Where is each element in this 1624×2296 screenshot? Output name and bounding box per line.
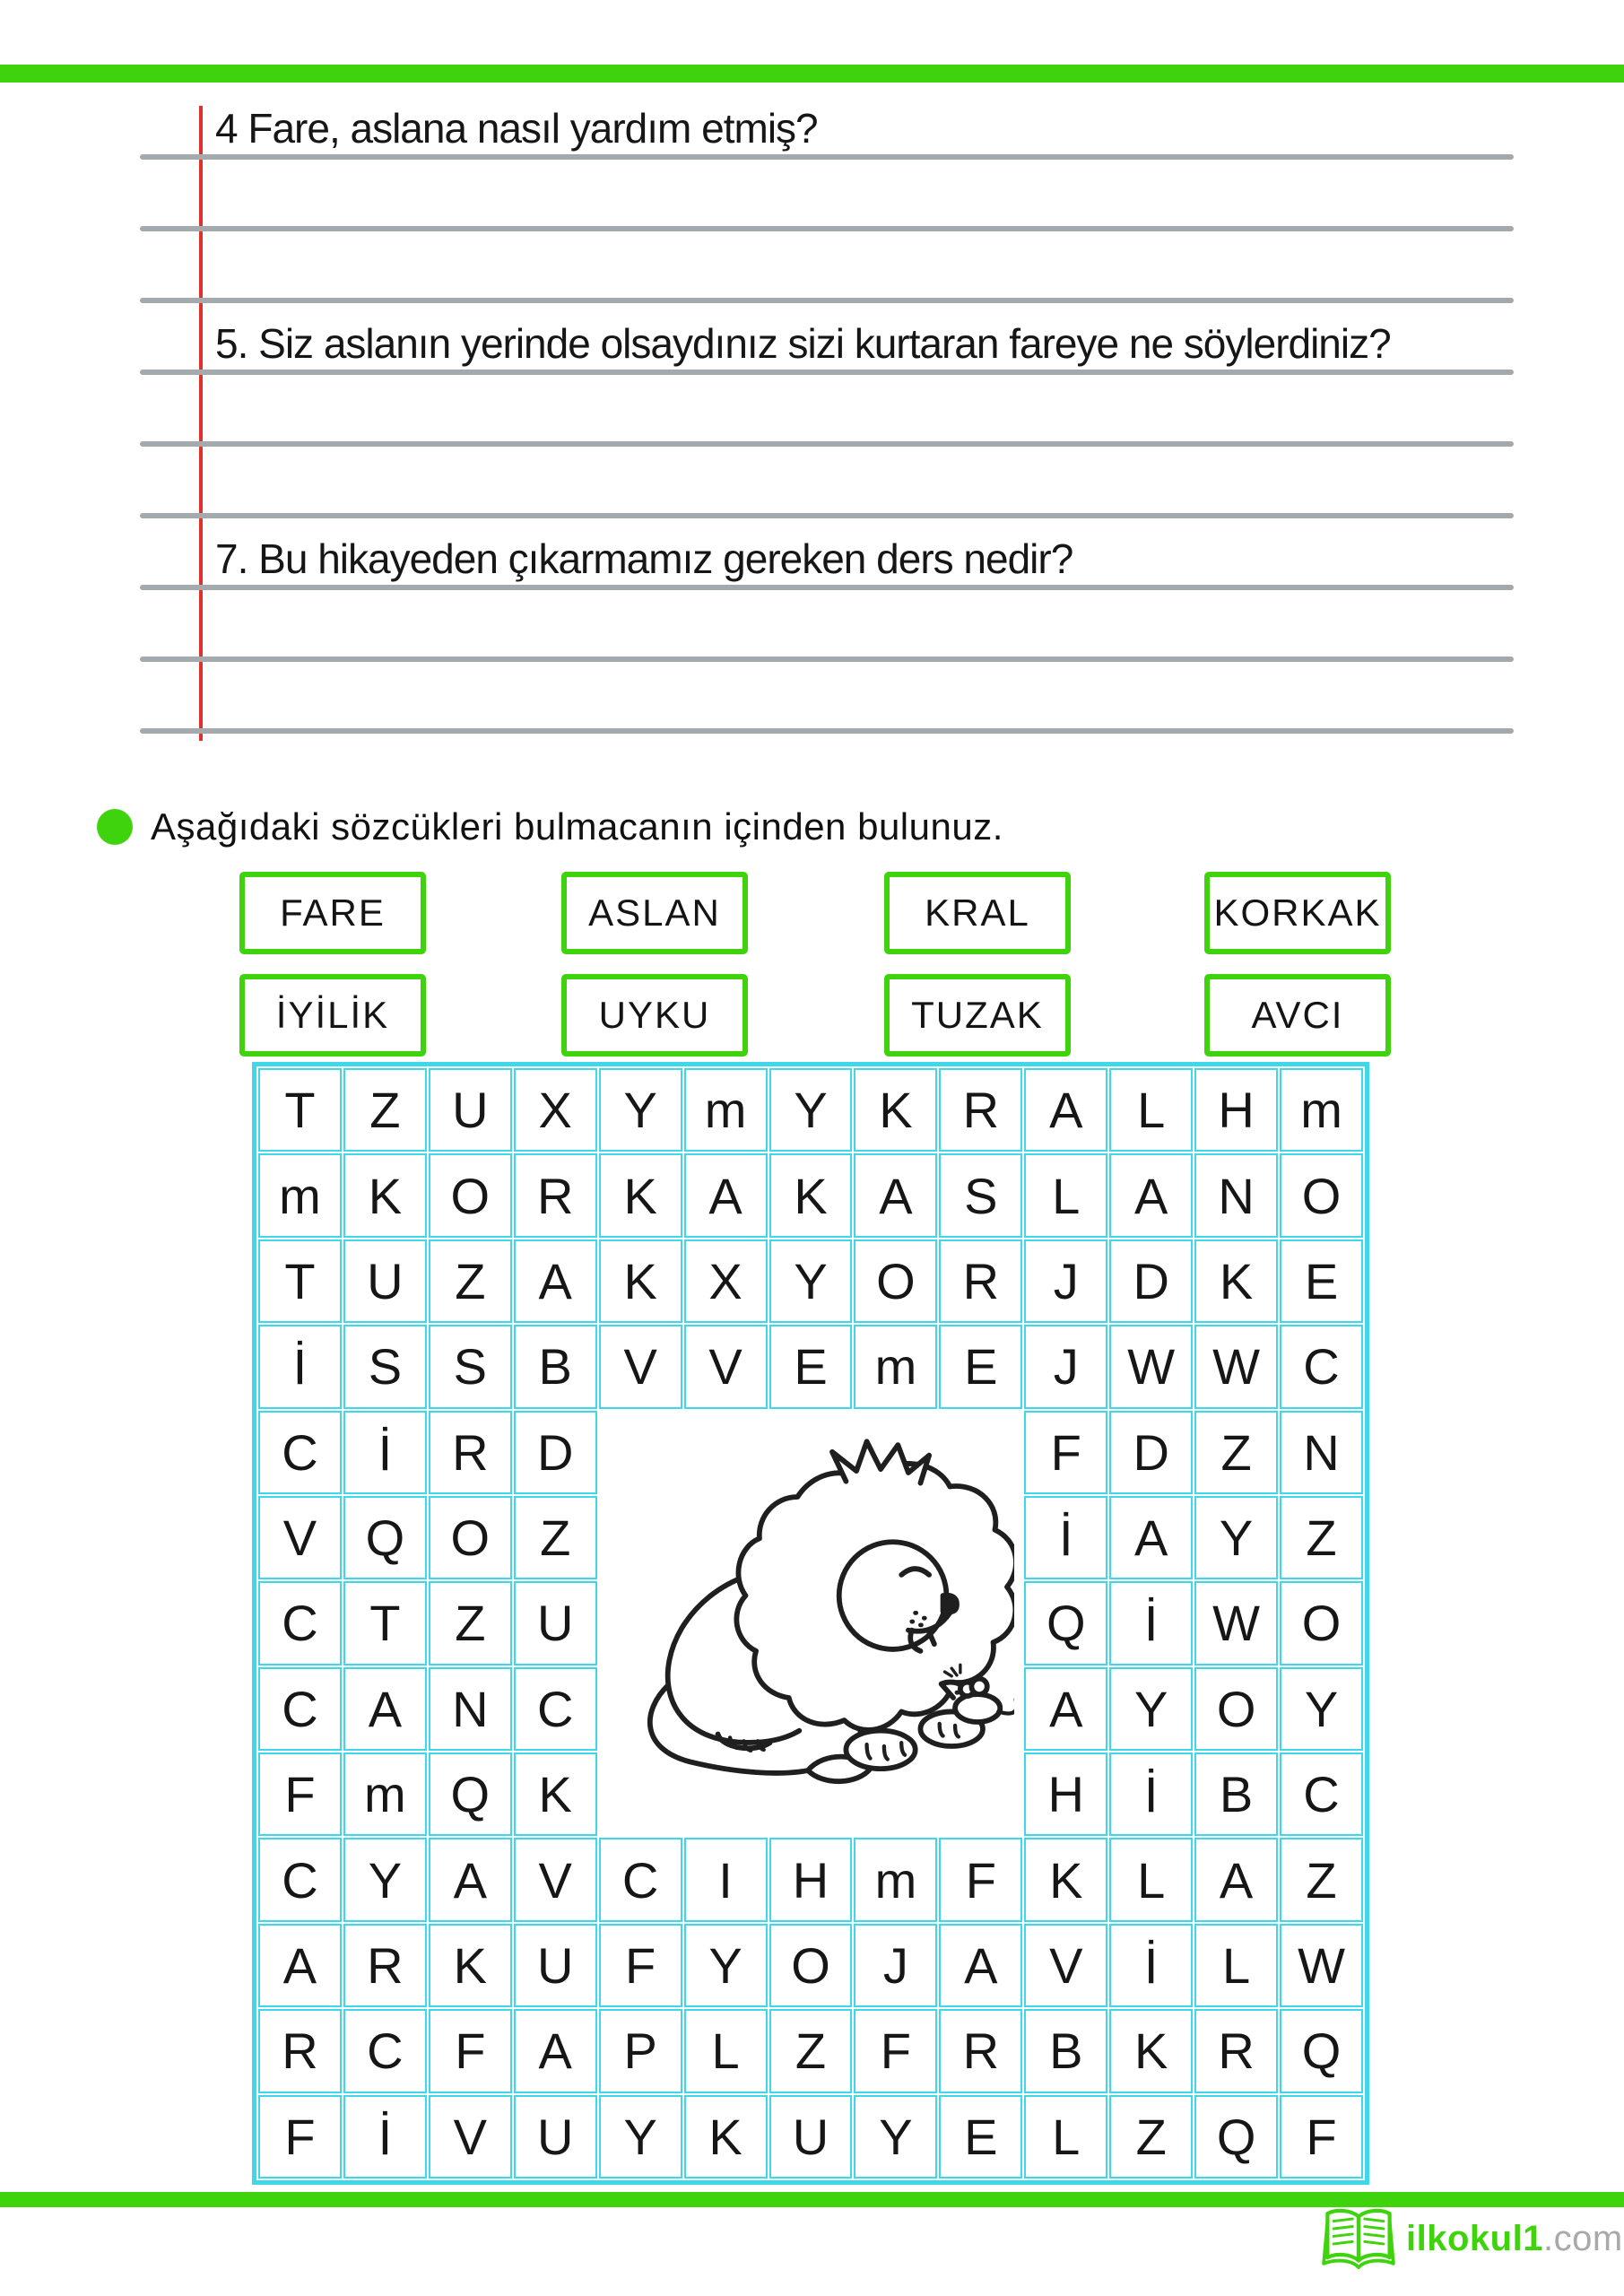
grid-cell: J (854, 1924, 937, 2007)
grid-cell: A (514, 1239, 597, 1323)
grid-cell: K (514, 1752, 597, 1836)
grid-cell: C (258, 1411, 342, 1494)
ruled-line (140, 441, 1514, 447)
grid-cell: F (429, 2009, 512, 2092)
grid-cell: Y (1194, 1496, 1278, 1579)
question-text: 7. Bu hikayeden çıkarmamız gereken ders nedir? (215, 535, 1073, 582)
grid-cell: T (258, 1239, 342, 1323)
grid-cell: K (1109, 2009, 1193, 2092)
grid-cell: Z (1280, 1496, 1363, 1579)
grid-cell: U (514, 1924, 597, 2007)
grid-cell: K (854, 1068, 937, 1152)
grid-cell: K (343, 1153, 427, 1237)
word-box-label: İYİLİK (275, 994, 390, 1036)
grid-cell: O (1194, 1667, 1278, 1751)
grid-cell: Y (599, 1068, 682, 1152)
grid-cell: m (343, 1752, 427, 1836)
grid-cell: A (939, 1924, 1022, 2007)
grid-cell: S (939, 1153, 1022, 1237)
ruled-line (140, 226, 1514, 231)
grid-cell: Q (429, 1752, 512, 1836)
grid-cell: Z (1194, 1411, 1278, 1494)
grid-cell: H (1194, 1068, 1278, 1152)
grid-cell: İ (343, 2095, 427, 2179)
grid-cell: R (258, 2009, 342, 2092)
grid-cell: U (514, 1581, 597, 1665)
ruled-line (140, 370, 1514, 375)
grid-cell: A (258, 1924, 342, 2007)
grid-cell: R (429, 1411, 512, 1494)
grid-cell: İ (1024, 1496, 1107, 1579)
grid-cell: S (343, 1325, 427, 1408)
grid-cell: L (684, 2009, 768, 2092)
instruction-text: Aşağıdaki sözcükleri bulmacanın içinden bulunuz. (151, 805, 1003, 848)
grid-cell: C (599, 1838, 682, 1921)
grid-cell: C (1280, 1325, 1363, 1408)
grid-cell: R (939, 1068, 1022, 1152)
grid-cell: C (343, 2009, 427, 2092)
grid-cell: V (684, 1325, 768, 1408)
grid-cell: T (258, 1068, 342, 1152)
grid-cell: K (1194, 1239, 1278, 1323)
grid-cell: N (1280, 1411, 1363, 1494)
grid-cell: R (939, 1239, 1022, 1323)
grid-cell: K (1024, 1838, 1107, 1921)
word-box-kral (884, 872, 1071, 954)
grid-cell: Z (429, 1581, 512, 1665)
grid-cell: m (258, 1153, 342, 1237)
grid-cell: Y (599, 2095, 682, 2179)
grid-cell: W (1280, 1924, 1363, 2007)
grid-cell: A (343, 1667, 427, 1751)
grid-cell: L (1024, 1153, 1107, 1237)
grid-cell: U (769, 2095, 853, 2179)
grid-cell: V (599, 1325, 682, 1408)
grid-cell: Z (429, 1239, 512, 1323)
grid-cell: K (599, 1239, 682, 1323)
grid-cell: N (429, 1667, 512, 1751)
grid-cell: m (684, 1068, 768, 1152)
grid-cell: D (514, 1411, 597, 1494)
word-box-label: AVCI (1251, 994, 1344, 1036)
grid-cell: D (1109, 1411, 1193, 1494)
grid-cell: O (769, 1924, 853, 2007)
grid-cell: Y (343, 1838, 427, 1921)
grid-cell: W (1194, 1325, 1278, 1408)
brand-logo (1320, 2205, 1623, 2273)
grid-cell: W (1194, 1581, 1278, 1665)
grid-cell: İ (1109, 1752, 1193, 1836)
ruled-lines-area (140, 105, 1514, 780)
grid-cell: P (599, 2009, 682, 2092)
word-box-iyilik (239, 974, 426, 1057)
grid-cell: F (939, 1838, 1022, 1921)
grid-image-block (599, 1411, 1023, 1837)
grid-cell: J (1024, 1239, 1107, 1323)
grid-cell: İ (1109, 1924, 1193, 2007)
word-box-fare (239, 872, 426, 954)
ruled-line (140, 154, 1514, 160)
grid-cell: B (1024, 2009, 1107, 2092)
word-box-korkak (1204, 872, 1391, 954)
word-search-grid (252, 1062, 1369, 2185)
grid-cell: V (258, 1496, 342, 1579)
grid-cell: X (514, 1068, 597, 1152)
grid-cell: A (684, 1153, 768, 1237)
grid-cell: Z (1280, 1838, 1363, 1921)
grid-cell: A (429, 1838, 512, 1921)
grid-cell: K (769, 1153, 853, 1237)
grid-cell: H (769, 1838, 853, 1921)
grid-cell: O (429, 1153, 512, 1237)
grid-cell: A (1024, 1068, 1107, 1152)
grid-cell: B (514, 1325, 597, 1408)
grid-cell: Y (1280, 1667, 1363, 1751)
grid-cell: İ (1109, 1581, 1193, 1665)
grid-cell: m (1280, 1068, 1363, 1152)
grid-cell: Q (1194, 2095, 1278, 2179)
grid-cell: Q (343, 1496, 427, 1579)
grid-cell: Y (769, 1239, 853, 1323)
word-box-label: FARE (280, 891, 386, 934)
grid-cell: O (429, 1496, 512, 1579)
book-icon (1320, 2205, 1397, 2273)
grid-cell: L (1024, 2095, 1107, 2179)
grid-cell: E (769, 1325, 853, 1408)
lion-drawing (650, 1441, 1014, 1781)
grid-cell: J (1024, 1325, 1107, 1408)
grid-cell: Y (769, 1068, 853, 1152)
ruled-line (140, 298, 1514, 303)
grid-cell: L (1194, 1924, 1278, 2007)
grid-cell: C (258, 1838, 342, 1921)
grid-cell: I (684, 1838, 768, 1921)
grid-cell: O (1280, 1581, 1363, 1665)
grid-cell: A (1109, 1153, 1193, 1237)
brand-name: ilkokul1 (1406, 2218, 1543, 2258)
grid-cell: K (684, 2095, 768, 2179)
grid-cell: C (514, 1667, 597, 1751)
grid-cell: A (1109, 1496, 1193, 1579)
grid-cell: R (1194, 2009, 1278, 2092)
ruled-line (140, 728, 1514, 734)
grid-cell: R (939, 2009, 1022, 2092)
grid-cell: Q (1024, 1581, 1107, 1665)
grid-cell: m (854, 1325, 937, 1408)
grid-cell: V (429, 2095, 512, 2179)
grid-cell: D (1109, 1239, 1193, 1323)
grid-cell: U (343, 1239, 427, 1323)
grid-cell: Z (343, 1068, 427, 1152)
question-text: 4 Fare, aslana nasıl yardım etmiş? (215, 105, 818, 152)
grid-cell: E (939, 1325, 1022, 1408)
grid-cell: O (854, 1239, 937, 1323)
grid-cell: F (1280, 2095, 1363, 2179)
grid-cell: Z (514, 1496, 597, 1579)
grid-cell: K (599, 1153, 682, 1237)
word-box-label: KRAL (925, 891, 1030, 934)
grid-cell: E (939, 2095, 1022, 2179)
grid-cell: İ (343, 1411, 427, 1494)
grid-cell: X (684, 1239, 768, 1323)
grid-cell: Y (854, 2095, 937, 2179)
instruction-row (97, 805, 1003, 848)
grid-cell: Y (684, 1924, 768, 2007)
grid-cell: m (854, 1838, 937, 1921)
grid-cell: İ (258, 1325, 342, 1408)
grid-cell: V (1024, 1924, 1107, 2007)
grid-cell: F (258, 1752, 342, 1836)
word-box-uyku (561, 974, 748, 1057)
ruled-line (140, 585, 1514, 590)
word-box-aslan (561, 872, 748, 954)
grid-cell: L (1109, 1068, 1193, 1152)
ruled-line (140, 657, 1514, 662)
grid-cell: A (1194, 1838, 1278, 1921)
grid-cell: F (1024, 1411, 1107, 1494)
grid-cell: U (514, 2095, 597, 2179)
grid-cell: H (1024, 1752, 1107, 1836)
grid-cell: S (429, 1325, 512, 1408)
brand-tld: .com (1542, 2218, 1623, 2258)
word-box-label: TUZAK (911, 994, 1044, 1036)
lion-and-mouse-image (607, 1419, 1014, 1828)
grid-cell: V (514, 1838, 597, 1921)
grid-cell: F (599, 1924, 682, 2007)
grid-cell: W (1109, 1325, 1193, 1408)
grid-cell: C (1280, 1752, 1363, 1836)
grid-cell: K (429, 1924, 512, 2007)
grid-cell: F (258, 2095, 342, 2179)
word-bank (239, 872, 1396, 1060)
grid-cell: B (1194, 1752, 1278, 1836)
brand-text (1406, 2219, 1623, 2259)
grid-cell: A (1024, 1667, 1107, 1751)
grid-cell: Z (769, 2009, 853, 2092)
grid-cell: L (1109, 1838, 1193, 1921)
word-box-tuzak (884, 974, 1071, 1057)
grid-cell: Q (1280, 2009, 1363, 2092)
top-green-bar (0, 65, 1624, 83)
grid-cell: C (258, 1581, 342, 1665)
grid-cell: U (429, 1068, 512, 1152)
ruled-line (140, 513, 1514, 518)
grid-cell: Z (1109, 2095, 1193, 2179)
grid-cell: A (854, 1153, 937, 1237)
word-box-label: ASLAN (588, 891, 721, 934)
grid-cell: A (514, 2009, 597, 2092)
grid-cell: T (343, 1581, 427, 1665)
grid-cell: Y (1109, 1667, 1193, 1751)
word-box-label: KORKAK (1213, 891, 1382, 934)
grid-cell: C (258, 1667, 342, 1751)
grid-cell: R (343, 1924, 427, 2007)
grid-cell: O (1280, 1153, 1363, 1237)
grid-cell: E (1280, 1239, 1363, 1323)
grid-cell: R (514, 1153, 597, 1237)
word-box-avcı (1204, 974, 1391, 1057)
grid-cell: F (854, 2009, 937, 2092)
grid-cell: N (1194, 1153, 1278, 1237)
word-box-label: UYKU (598, 994, 711, 1036)
question-text: 5. Siz aslanın yerinde olsaydınız sizi kurtaran fareye ne söylerdiniz? (215, 320, 1391, 367)
green-bullet-icon (97, 809, 133, 845)
